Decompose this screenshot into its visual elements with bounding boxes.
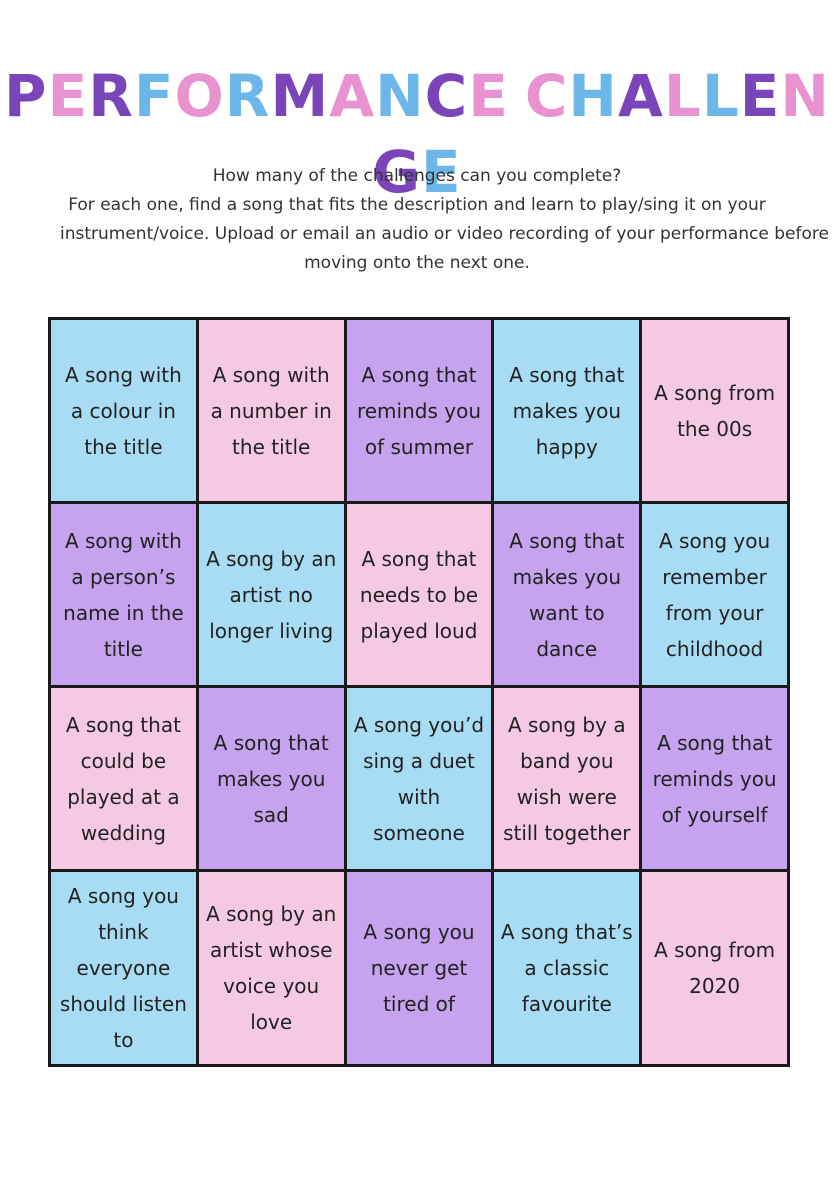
intro-line-2: For each one, find a song that fits the description and learn to play/sing it on your (68, 195, 766, 215)
title-letter: F (133, 62, 175, 130)
challenge-cell: A song by a band you wish were still together (494, 688, 639, 869)
title-letter: H (568, 62, 618, 130)
challenge-cell: A song you remember from your childhood (642, 504, 787, 685)
title-letter: G (372, 138, 421, 206)
title-letter: A (329, 62, 376, 130)
title-letter: A (617, 62, 664, 130)
title-letter: R (88, 62, 134, 130)
title-letter: R (224, 62, 271, 130)
challenge-cell: A song you think everyone should listen to (51, 872, 196, 1064)
challenge-cell: A song with a person’s name in the title (51, 504, 196, 685)
challenge-cell: A song that could be played at a wedding (51, 688, 196, 869)
title-letter: C (424, 62, 469, 130)
title-letter: E (47, 62, 89, 130)
challenge-cell: A song by an artist no longer living (199, 504, 344, 685)
title-letter (509, 58, 525, 134)
challenge-cell: A song that’s a classic favourite (494, 872, 639, 1064)
intro-line-3: instrument/voice. Upload or email an audio or video recording of your performance before (60, 224, 829, 244)
title-letter: P (4, 62, 48, 130)
title-letter: M (270, 62, 330, 130)
title-letter: L (663, 62, 702, 130)
challenge-cell: A song from the 00s (642, 320, 787, 501)
challenge-cell: A song that reminds you of summer (347, 320, 492, 501)
challenge-cell: A song that makes you want to dance (494, 504, 639, 685)
title-letter: N (780, 62, 830, 130)
challenge-cell: A song that reminds you of yourself (642, 688, 787, 869)
title-letter: E (468, 62, 509, 130)
title-letter: C (524, 62, 569, 130)
title-letter: E (739, 62, 781, 130)
intro-line-4: moving onto the next one. (304, 253, 530, 273)
intro-text (60, 162, 829, 278)
challenge-cell: A song that makes you sad (199, 688, 344, 869)
challenge-cell: A song from 2020 (642, 872, 787, 1064)
title-letter: L (701, 62, 740, 130)
challenge-cell: A song that makes you happy (494, 320, 639, 501)
title-letter: E (420, 138, 462, 206)
challenge-cell: A song that needs to be played loud (347, 504, 492, 685)
challenge-cell: A song by an artist whose voice you love (199, 872, 344, 1064)
challenge-cell: A song with a number in the title (199, 320, 344, 501)
title-letter: O (174, 62, 225, 130)
intro-line-1: How many of the challenges can you complete? (212, 166, 622, 186)
challenge-grid (48, 317, 790, 1067)
challenge-cell: A song you’d sing a duet with someone (347, 688, 492, 869)
challenge-cell: A song you never get tired of (347, 872, 492, 1064)
title-letter: N (375, 62, 425, 130)
challenge-cell: A song with a colour in the title (51, 320, 196, 501)
